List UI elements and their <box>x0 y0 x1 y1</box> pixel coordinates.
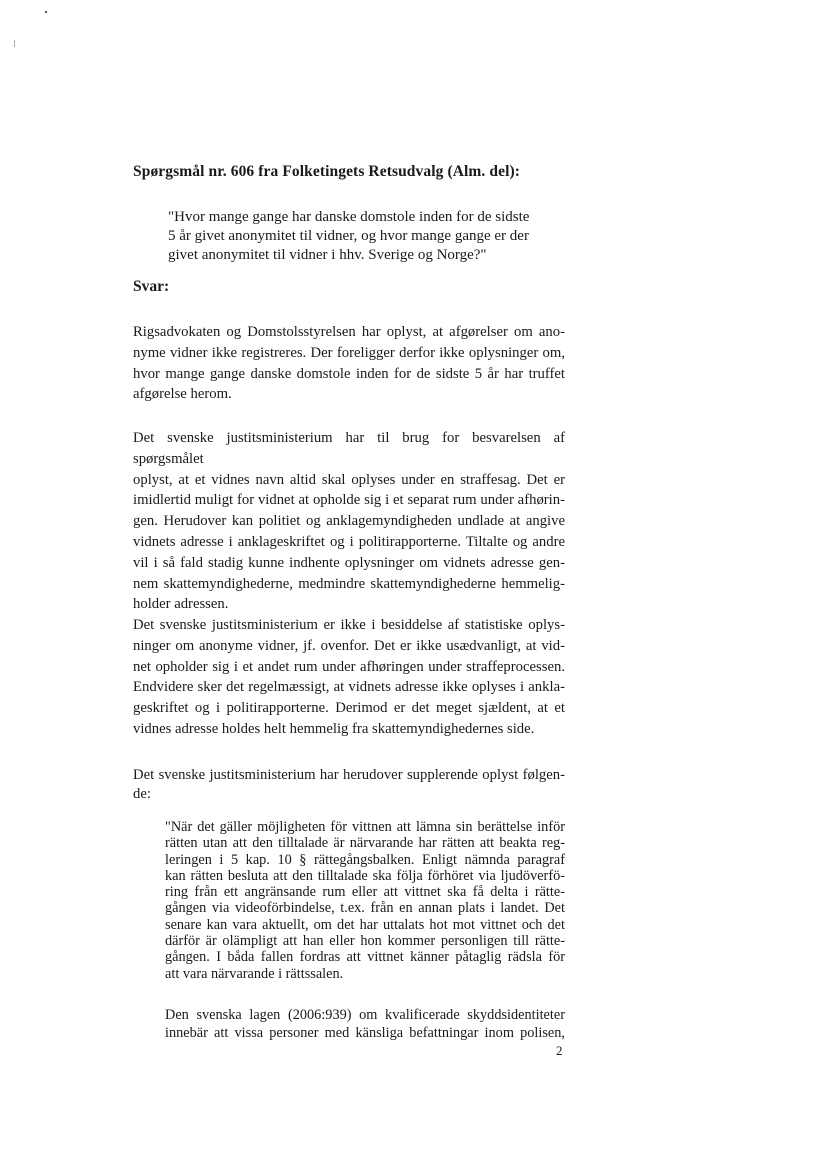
text-line: vidnets adresse i anklageskriftet og i politirapporterne. Tiltalte og andre <box>133 533 565 550</box>
text-line: Det svenske justitsministerium har til brug for besvarelsen af spørgsmålet <box>133 430 565 467</box>
text-line: gången via videoförbindelse, t.ex. från en annan plats i landet. Det <box>165 900 565 917</box>
answer-heading: Svar: <box>133 278 170 295</box>
text-line: de: <box>133 786 151 802</box>
page-number: 2 <box>556 1043 563 1058</box>
text-line: oplyst, at et vidnes navn altid skal oplyses under en straffesag. Det er <box>133 471 565 488</box>
text-line: Det svenske justitsministerium har herudover supplerende oplyst følgen- <box>133 767 565 783</box>
text-line: nyme vidner ikke registreres. Der foreligger derfor ikke oplysninger om, <box>133 344 565 361</box>
text-line: imidlertid muligt for vidnet at opholde sig i et separat rum under afhørin- <box>133 492 565 509</box>
text-line: att vara närvarande i rättssalen. <box>165 965 344 982</box>
text-line: senare kan vara aktuellt, om det har uttalats hot mot vittnet och det <box>165 916 565 933</box>
text-line: gången. I båda fallen fordras att vittnet känner påtaglig rädsla för <box>165 949 565 966</box>
text-line: vidnes adresse holdes helt hemmelig fra skattemyndighedernes side. <box>133 720 535 737</box>
text-line: Det svenske justitsministerium er ikke i besiddelse af statistiske oplys- <box>133 617 565 633</box>
text-line: "När det gäller möjligheten för vittnen att lämna sin berättelse inför <box>165 819 565 835</box>
text-line: gen. Herudover kan politiet og anklagemyndigheden undlade at angive <box>133 513 565 530</box>
text-line: kan rätten besluta att den tilltalade ska följa förhöret via ljudöverfö- <box>165 867 565 884</box>
scan-speck <box>14 40 15 47</box>
text-line: givet anonymitet til vidner i hhv. Sverige og Norge?" <box>168 247 487 263</box>
text-line: hvor mange gange danske domstole inden for de sidste 5 år har truffet <box>133 365 565 382</box>
text-line: geskriftet og i politirapporterne. Derimod er det meget sjældent, at et <box>133 700 565 717</box>
text-line: ninger om anonyme vidner, jf. ovenfor. Det er ikke usædvanligt, at vid- <box>133 637 565 654</box>
text-line: Den svenska lagen (2006:939) om kvalificerade skyddsidentiteter <box>165 1007 565 1023</box>
text-line: 5 år givet anonymitet til vidner, og hvor mange gange er der <box>168 228 529 244</box>
text-line: holder adressen. <box>133 596 229 613</box>
text-line: leringen i 5 kap. 10 § rättegångsbalken. Enligt nämnda paragraf <box>165 851 565 868</box>
question-heading: Spørgsmål nr. 606 fra Folketingets Retsudvalg (Alm. del): <box>133 163 521 180</box>
text-line: nem skattemyndighederne, medmindre skattemyndighederne hemmelig- <box>133 575 565 592</box>
text-line: "Hvor mange gange har danske domstole inden for de sidste <box>168 209 530 225</box>
swedish-quote-paragraph <box>165 1006 565 1042</box>
scan-speck <box>45 11 47 13</box>
text-line: rätten utan att den tilltalade är närvarande har rätten att beakta reg- <box>165 835 565 852</box>
text-line: Rigsadvokaten og Domstolsstyrelsen har oplyst, at afgørelser om ano- <box>133 324 565 340</box>
swedish-quote-paragraph <box>165 819 565 982</box>
text-line: Endvidere sker det regelmæssigt, at vidnets adresse ikke oplyses i ankla- <box>133 679 565 696</box>
text-line: net opholder sig i et andet rum under afhøringen under straffeprocessen. <box>133 658 565 675</box>
paragraph <box>133 766 565 804</box>
question-quote <box>168 208 568 265</box>
text-line: innebär att vissa personer med känsliga befattningar inom polisen, <box>165 1025 565 1041</box>
text-line: därför är olämpligt att han eller hon kommer personligen till rätte- <box>165 933 565 950</box>
text-line: ring från ett angränsande rum eller att vittnet ska få delta i rätte- <box>165 884 565 901</box>
text-line: afgørelse herom. <box>133 386 232 403</box>
paragraph <box>133 322 565 405</box>
paragraph <box>133 615 565 740</box>
paragraph <box>133 428 565 615</box>
text-line: vil i så fald stadig kunne indhente oplysninger om vidnets adresse gen- <box>133 554 565 571</box>
